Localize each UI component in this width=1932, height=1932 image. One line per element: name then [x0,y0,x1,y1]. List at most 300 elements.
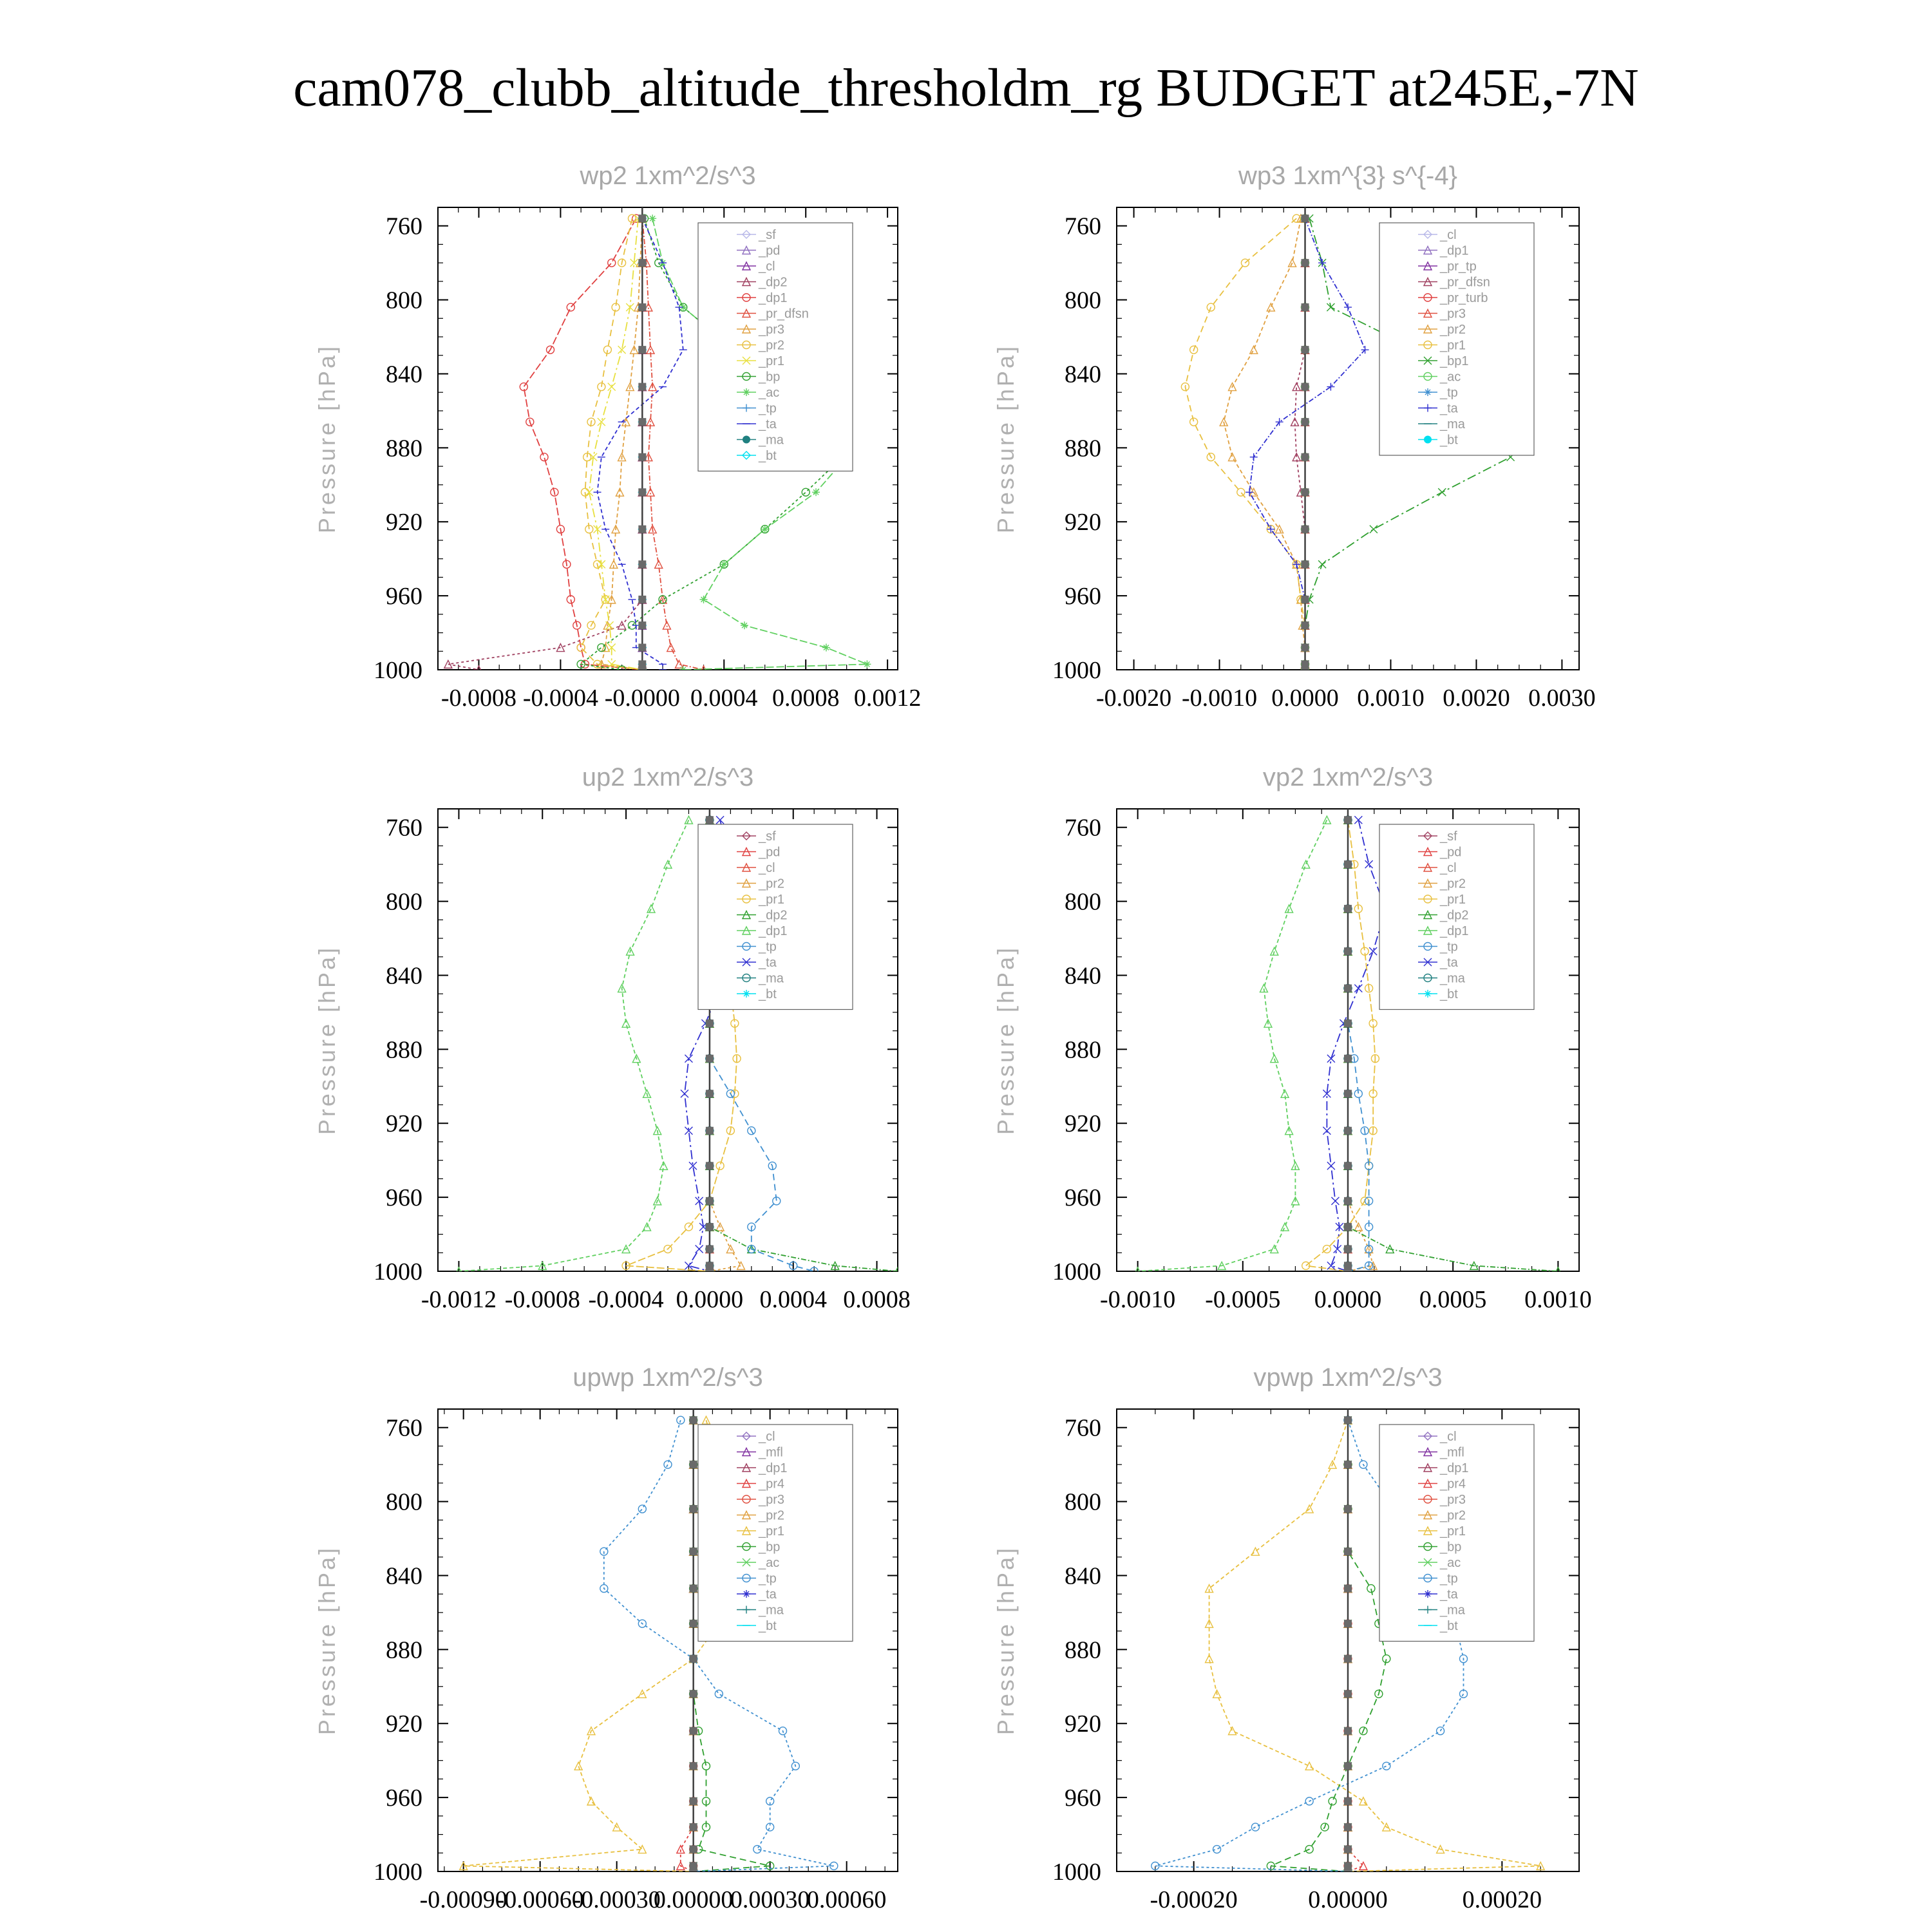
data-point [1365,860,1373,868]
zero-marker [690,1762,697,1770]
legend-label: _ta [759,1587,777,1602]
data-point [741,621,748,629]
zero-marker [638,666,646,674]
zero-marker [1302,526,1309,533]
panel-title: vp2 1xm^2/s^3 [1262,763,1434,791]
x-tick-label: 0.0008 [772,685,840,712]
zero-marker [1344,860,1352,868]
data-point [1281,1223,1289,1231]
x-tick-label: 0.00020 [1462,1886,1542,1913]
y-tick-label: 760 [1065,814,1101,842]
y-axis-label: Pressure [hPa] [314,1545,340,1736]
x-tick-label: -0.0005 [1205,1286,1281,1313]
data-point [667,644,675,652]
y-tick-label: 800 [386,1488,422,1516]
legend-label: _pr1 [759,1524,785,1539]
y-tick-label: 880 [1065,1036,1101,1064]
legend-label: _ta [1440,401,1458,416]
data-point [647,905,655,913]
zero-marker [1344,1245,1352,1253]
y-axis-label: Pressure [hPa] [992,1545,1019,1736]
x-tick-label: 0.0008 [843,1286,911,1313]
data-point [681,1090,688,1097]
legend-label: _dp2 [759,275,788,290]
zero-marker [1344,1197,1352,1205]
data-point [715,1690,723,1698]
legend-label: _ac [1440,1556,1461,1570]
legend-label: _ac [1440,370,1461,384]
legend-label: _mfl [759,1445,783,1460]
legend-label: _ac [759,1556,780,1570]
data-point [606,621,614,629]
series-line-pr_dfsn [642,218,703,670]
zero-marker [1302,644,1309,652]
y-tick-label: 1000 [374,657,422,684]
y-tick-label: 840 [1065,962,1101,990]
legend-label: _bt [1440,433,1458,448]
zero-marker [1302,488,1309,496]
legend-label: _bt [759,987,777,1001]
y-tick-label: 840 [386,962,422,990]
legend-label: _pr3 [759,323,785,337]
legend-label: _tp [759,940,777,954]
y-tick-label: 1000 [1052,657,1101,684]
legend-label: _dp1 [759,924,788,938]
legend-label: _tp [1440,940,1458,954]
panel-title: up2 1xm^2/s^3 [582,763,754,791]
zero-marker [1344,816,1352,824]
zero-marker [690,1505,697,1513]
panel-5 [314,1363,898,1913]
x-tick-label: 0.00000 [653,1886,734,1913]
y-tick-label: 920 [1065,1110,1101,1138]
y-tick-label: 840 [386,1562,422,1590]
zero-marker [1302,621,1309,629]
zero-marker [638,346,646,354]
data-point [802,488,810,496]
legend-label: _pr2 [1440,1508,1466,1523]
legend-label: _ma [1440,1603,1465,1618]
legend-label: _bt [1440,987,1458,1001]
panel-title: wp2 1xm^2/s^3 [580,162,756,190]
y-tick-label: 880 [1065,435,1101,462]
zero-marker [638,303,646,311]
x-tick-label: 0.0000 [1314,1286,1382,1313]
legend-label: _pr_dfsn [1440,275,1490,290]
zero-marker [706,1162,714,1170]
data-point [696,1245,703,1253]
data-point [1327,1262,1335,1269]
x-tick-label: -0.0000 [604,685,680,712]
y-tick-label: 960 [386,1785,422,1812]
data-point [638,1505,646,1513]
legend-label: _pr_dfsn [759,307,809,321]
y-tick-label: 920 [386,1710,422,1738]
zero-marker [706,1223,714,1231]
series-line-pr1 [589,218,643,670]
data-point [574,1762,582,1770]
y-axis-label: Pressure [hPa] [992,343,1019,534]
zero-marker [1344,1585,1352,1593]
zero-marker [638,488,646,496]
data-point [1237,488,1245,496]
x-tick-label: 0.0030 [1528,685,1596,712]
y-tick-label: 800 [386,888,422,916]
data-point [1213,1846,1221,1853]
data-point [540,453,548,461]
x-tick-label: 0.0004 [690,685,758,712]
legend-label: _bp1 [1440,354,1469,368]
zero-marker [1302,214,1309,222]
data-point [1323,1127,1331,1135]
x-tick-label: 0.0005 [1419,1286,1487,1313]
legend-label: _dp2 [1440,908,1469,923]
legend-label: _bt [759,449,777,463]
zero-marker [638,418,646,426]
legend-label: _pr4 [1440,1477,1466,1492]
zero-marker [1344,1127,1352,1135]
x-tick-label: -0.0008 [504,1286,580,1313]
data-point [700,596,708,603]
panel-title: vpwp 1xm^2/s^3 [1253,1363,1443,1392]
zero-marker [1302,666,1309,674]
x-tick-label: -0.0020 [1096,685,1172,712]
y-tick-label: 760 [1065,1414,1101,1442]
legend-label: _dp1 [1440,1461,1469,1475]
zero-marker [706,1019,714,1027]
data-point [664,1461,672,1468]
y-tick-label: 1000 [1052,1258,1101,1285]
data-point [675,660,683,668]
legend-label: _bt [759,1619,777,1633]
data-point [608,259,616,267]
zero-marker [638,560,646,568]
y-tick-label: 800 [386,287,422,314]
zero-marker [1344,1797,1352,1805]
legend-label: _ta [759,417,777,431]
legend-label: _ta [1440,956,1458,970]
legend-label: _ma [759,1603,784,1618]
y-tick-label: 800 [1065,287,1101,314]
y-tick-label: 800 [1065,1488,1101,1516]
y-tick-label: 840 [1065,361,1101,388]
legend-label: _pr2 [1440,323,1466,337]
legend-label: _cl [1440,861,1457,875]
zero-marker [1344,1655,1352,1663]
data-point [685,1055,692,1063]
series-line-pr1 [1306,820,1376,1271]
zero-marker [1302,383,1309,391]
panel-6 [992,1363,1579,1913]
data-point [1229,453,1236,461]
zero-marker [638,214,646,222]
legend-label: _sf [1440,829,1457,844]
zero-marker [638,526,646,533]
y-tick-label: 920 [1065,1710,1101,1738]
x-tick-label: 0.00060 [806,1886,887,1913]
zero-marker [690,1846,697,1853]
data-point [1250,346,1258,354]
y-axis-label: Pressure [hPa] [314,343,340,534]
data-point [567,303,574,311]
legend-label: _bp [759,1540,781,1555]
y-tick-label: 960 [1065,1785,1101,1812]
zero-marker [1302,560,1309,568]
x-tick-label: -0.0012 [421,1286,497,1313]
zero-marker [638,259,646,267]
data-point [1318,560,1326,568]
data-point [664,860,672,868]
zero-marker [690,1548,697,1555]
data-point [1327,1162,1335,1170]
x-tick-label: 0.00030 [730,1886,810,1913]
legend-label: _dp1 [759,291,788,305]
y-tick-label: 840 [386,361,422,388]
zero-marker [1344,1055,1352,1063]
data-point [1302,860,1310,868]
zero-marker [1344,1223,1352,1231]
panel-4 [992,763,1592,1313]
data-point [1359,1862,1367,1870]
legend-label: _pr2 [759,876,785,891]
y-tick-label: 920 [1065,509,1101,536]
legend-label: _cl [1440,228,1457,242]
y-tick-label: 880 [386,435,422,462]
legend-label: _cl [759,861,775,875]
x-tick-label: 0.00000 [1308,1886,1388,1913]
panel-title: upwp 1xm^2/s^3 [573,1363,763,1392]
x-tick-label: 0.0000 [676,1286,744,1313]
zero-marker [706,1245,714,1253]
figure-title: cam078_clubb_altitude_thresholdm_rg BUDGET at245E,-7N [293,58,1639,118]
data-point [679,666,687,674]
data-point [1276,418,1283,426]
legend-label: _bp [759,370,781,384]
zero-marker [638,621,646,629]
panel-1 [314,162,921,712]
data-point [1305,1762,1313,1770]
zero-marker [690,1797,697,1805]
data-point [1250,453,1258,461]
zero-marker [1344,947,1352,955]
legend-label: _mfl [1440,1445,1464,1460]
y-tick-label: 880 [386,1636,422,1664]
data-point [1331,1197,1339,1205]
x-tick-label: 0.0000 [1271,685,1339,712]
data-point [1383,1762,1390,1770]
legend-label: _pr2 [759,338,785,353]
legend-label: _dp2 [759,908,788,923]
y-tick-label: 960 [1065,583,1101,611]
zero-marker [1302,596,1309,603]
legend-label: _ta [1440,1587,1458,1602]
data-point [822,644,830,652]
legend-label: _ma [1440,417,1465,431]
zero-marker [690,1655,697,1663]
zero-marker [1344,1416,1352,1424]
y-tick-label: 920 [386,509,422,536]
y-tick-label: 1000 [374,1859,422,1886]
zero-marker [1344,1090,1352,1097]
legend-label: _tp [759,1571,777,1586]
legend-label: _sf [759,228,776,242]
legend-label: _tp [759,401,777,416]
legend-label: _tp [1440,386,1458,400]
y-axis-label: Pressure [hPa] [314,945,340,1135]
zero-marker [1344,1505,1352,1513]
data-point [598,418,605,426]
x-tick-label: -0.00060 [496,1886,584,1913]
zero-marker [1302,259,1309,267]
legend-label: _cl [759,260,775,274]
zero-marker [638,644,646,652]
x-tick-label: 0.0012 [853,685,922,712]
legend-label: _pd [1440,845,1462,860]
x-tick-label: 0.0020 [1443,685,1510,712]
data-point [1329,1797,1336,1805]
legend-label: _ma [759,433,784,448]
zero-marker [1344,1548,1352,1555]
zero-marker [1302,346,1309,354]
zero-marker [706,1090,714,1097]
legend-label: _pr3 [759,1493,785,1507]
zero-marker [1344,1762,1352,1770]
legend-label: _pr1 [1440,338,1466,353]
x-tick-label: 0.0010 [1524,1286,1592,1313]
legend-label: _dp1 [1440,243,1469,258]
y-tick-label: 1000 [1052,1859,1101,1886]
zero-marker [1344,1823,1352,1831]
legend-label: _pr3 [1440,307,1466,321]
data-point [608,383,616,391]
zero-marker [1302,418,1309,426]
x-tick-label: -0.0010 [1100,1286,1176,1313]
data-point [863,660,871,668]
zero-marker [1344,1267,1352,1275]
series-line-dp1 [524,218,642,670]
legend-label: _ta [759,956,777,970]
panel-3 [314,763,911,1313]
panel-title: wp3 1xm^{3} s^{-4} [1238,162,1457,190]
y-tick-label: 880 [386,1036,422,1064]
data-point [1267,303,1274,311]
zero-marker [1344,1620,1352,1627]
legend-label: _dp1 [759,1461,788,1475]
x-tick-label: -0.00020 [1150,1886,1238,1913]
series-line-bp [1271,1420,1387,1871]
data-point [598,644,605,652]
zero-marker [706,1197,714,1205]
zero-marker [1344,1846,1352,1853]
data-point [1271,947,1278,955]
legend-label: _dp1 [1440,924,1469,938]
legend-label: _pr1 [759,354,785,368]
x-tick-label: 0.0004 [759,1286,827,1313]
series-line-pr2 [1224,218,1305,670]
legend-label: _bt [1440,1619,1458,1633]
legend-label: _pr_tp [1440,260,1477,274]
y-tick-label: 960 [1065,1184,1101,1212]
data-point [1327,383,1334,391]
legend-label: _pr1 [1440,893,1466,907]
zero-marker [1344,1868,1352,1875]
legend-label: _pd [759,243,781,258]
y-tick-label: 760 [1065,213,1101,240]
data-point [716,816,724,824]
zero-marker [1344,1019,1352,1027]
zero-marker [1344,1690,1352,1698]
y-tick-label: 760 [386,213,422,240]
y-tick-label: 1000 [374,1258,422,1285]
y-tick-label: 840 [1065,1562,1101,1590]
legend-label: _pr2 [1440,876,1466,891]
zero-marker [690,1690,697,1698]
data-point [649,214,656,222]
legend-label: _pr1 [1440,1524,1466,1539]
legend-label: _cl [759,1430,775,1444]
zero-marker [690,1868,697,1875]
y-tick-label: 800 [1065,888,1101,916]
zero-marker [706,1055,714,1063]
data-point [1344,303,1352,311]
zero-marker [638,596,646,603]
legend-label: _pd [759,845,781,860]
legend-label: _ma [759,971,784,986]
y-tick-label: 880 [1065,1636,1101,1664]
zero-marker [706,1127,714,1135]
legend-label: _cl [1440,1430,1457,1444]
data-point [1354,985,1362,992]
data-point [716,1162,724,1170]
zero-marker [690,1620,697,1627]
zero-marker [638,453,646,461]
legend-label: _sf [759,829,776,844]
data-point [1438,488,1446,496]
x-tick-label: -0.0004 [588,1286,664,1313]
zero-marker [690,1585,697,1593]
data-point [1271,1245,1278,1253]
data-point [1354,816,1362,824]
legend-label: _pr2 [759,1508,785,1523]
y-axis-label: Pressure [hPa] [992,945,1019,1135]
legend-label: _bp [1440,1540,1462,1555]
x-tick-label: -0.00030 [573,1886,661,1913]
legend-label: _pr_turb [1440,291,1488,305]
zero-marker [690,1461,697,1468]
legend-label: _pr3 [1440,1493,1466,1507]
zero-marker [690,1416,697,1424]
data-point [1383,1655,1390,1663]
zero-marker [1302,453,1309,461]
legend-marker [1424,436,1432,444]
zero-marker [706,816,714,824]
legend-label: _tp [1440,1571,1458,1586]
zero-marker [1344,985,1352,992]
legend-label: _ma [1440,971,1465,986]
panel-2 [992,162,1596,712]
zero-marker [690,1823,697,1831]
y-tick-label: 960 [386,583,422,611]
series-line-pr1 [1185,218,1305,670]
data-point [1370,526,1378,533]
zero-marker [638,383,646,391]
x-tick-label: -0.0010 [1181,685,1258,712]
data-point [1369,947,1377,955]
y-tick-label: 760 [386,1414,422,1442]
zero-marker [1344,1727,1352,1735]
data-point [1190,418,1198,426]
x-tick-label: -0.0004 [522,685,598,712]
